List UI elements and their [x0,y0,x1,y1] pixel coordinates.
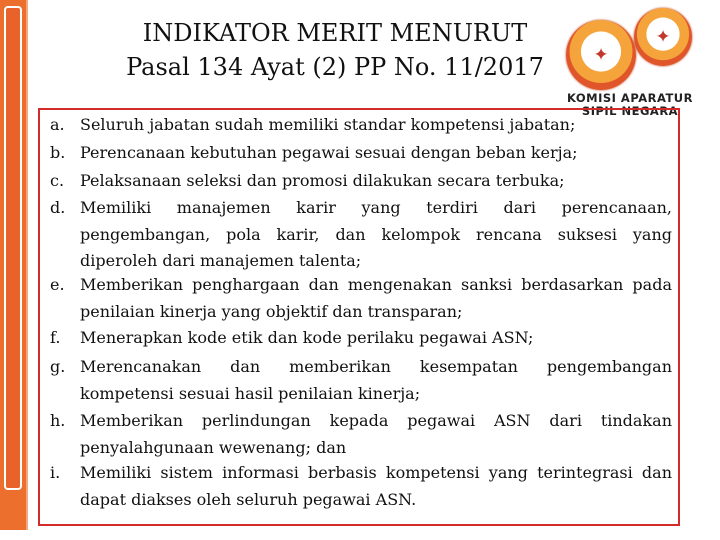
left-accent-bar [0,0,28,530]
list-item-letter: c. [50,171,65,190]
list-item-text: Pelaksanaan seleksi dan promosi dilakukan secara terbuka; [80,171,565,190]
list-item-text: Perencanaan kebutuhan pegawai sesuai dengan beban kerja; [80,143,578,162]
list-item [50,195,672,275]
logo-text-line-1: KOMISI APARATUR [566,91,694,105]
list-item-letter: b. [50,143,66,162]
list-item-text: Memiliki manajemen karir yang terdiri dari perencanaan, pengembangan, pola karir, dan kelompok rencana suksesi yang diperoleh dari manajemen talenta; [80,198,672,270]
list-item-text: Memberikan penghargaan dan mengenakan sanksi berdasarkan pada penilaian kinerja yang objektif dan transparan; [80,275,672,321]
kasn-logo [548,6,698,118]
list-item-text: Menerapkan kode etik dan kode perilaku pegawai ASN; [80,328,534,347]
list-item [50,272,672,325]
slide-title [100,16,570,84]
list-item-letter: g. [50,357,66,376]
list-item-text: Merencanakan dan memberikan kesempatan pengembangan kompetensi sesuai hasil penilaian kinerja; [80,357,672,403]
list-item [50,325,672,352]
list-item-letter: f. [50,328,61,347]
logo-text-line-2: SIPIL NEGARA [581,104,679,118]
list-item-text: Memberikan perlindungan kepada pegawai ASN dari tindakan penyalahgunaan wewenang; dan [80,411,672,457]
list-item [50,168,672,195]
title-line-1: INDIKATOR MERIT MENURUT [142,19,528,47]
kasn-seal-icon: ✦ [566,20,636,90]
list-item [50,460,672,513]
list-item [50,408,672,461]
list-item-text: Seluruh jabatan sudah memiliki standar kompetensi jabatan; [80,115,576,134]
list-item-letter: h. [50,411,66,430]
list-item [50,140,672,167]
garuda-seal-icon: ✦ [634,8,692,66]
list-item-text: Memiliki sistem informasi berbasis kompetensi yang terintegrasi dan dapat diakses oleh seluruh pegawai ASN. [80,463,672,509]
list-item-letter: d. [50,198,66,217]
list-item [50,354,672,407]
left-accent-inner-frame [4,6,22,490]
list-item-letter: e. [50,275,65,294]
list-item [50,112,672,139]
list-item-letter: a. [50,115,65,134]
title-line-2: Pasal 134 Ayat (2) PP No. 11/2017 [126,53,544,81]
list-item-letter: i. [50,463,61,482]
